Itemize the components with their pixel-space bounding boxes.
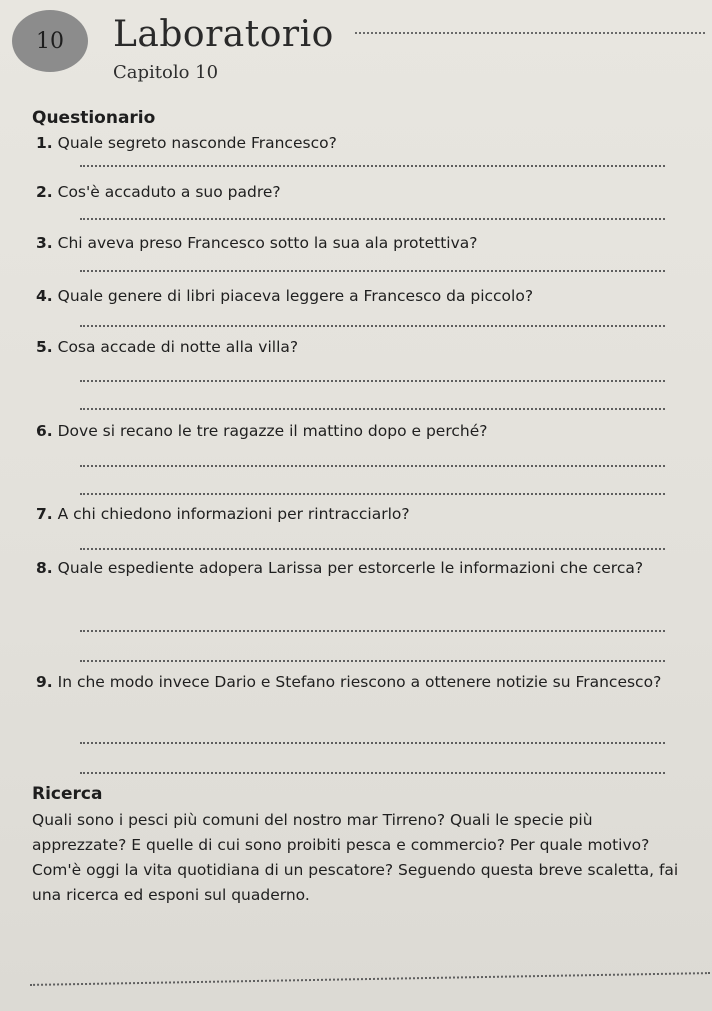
question-number: 6. bbox=[36, 422, 53, 440]
question-text: In che modo invece Dario e Stefano riescono a ottenere notizie su Francesco? bbox=[57, 673, 662, 691]
question-text: Cosa accade di notte alla villa? bbox=[57, 338, 299, 356]
question-text: Chi aveva preso Francesco sotto la sua ala protettiva? bbox=[57, 234, 478, 252]
answer-line[interactable] bbox=[80, 270, 665, 272]
answer-line[interactable] bbox=[80, 218, 665, 220]
question-5 bbox=[36, 333, 676, 361]
answer-line[interactable] bbox=[80, 165, 665, 167]
title-dotted-line bbox=[355, 32, 705, 34]
answer-line[interactable] bbox=[80, 548, 665, 550]
ricerca-prompt: Quali sono i pesci più comuni del nostro mar Tirreno? Quali le specie più apprezzate? E quelle di cui sono proibiti pesca e commercio? Per quale motivo? Com'è oggi la vita quotidiana di un pescatore? Seguendo questa breve scaletta, fai una ricerca ed esponi sul quaderno. bbox=[32, 811, 679, 904]
answer-line[interactable] bbox=[80, 380, 665, 382]
questionario-heading: Questionario bbox=[32, 108, 156, 128]
question-number: 5. bbox=[36, 338, 53, 356]
question-number: 8. bbox=[36, 559, 53, 577]
ricerca-heading: Ricerca bbox=[32, 784, 103, 804]
question-number: 2. bbox=[36, 183, 53, 201]
question-number: 4. bbox=[36, 287, 53, 305]
question-2 bbox=[36, 178, 676, 206]
answer-line[interactable] bbox=[80, 742, 665, 744]
question-text: Cos'è accaduto a suo padre? bbox=[57, 183, 281, 201]
question-number: 1. bbox=[36, 134, 53, 152]
chapter-number-badge bbox=[12, 10, 88, 72]
question-1 bbox=[36, 129, 676, 157]
answer-line[interactable] bbox=[80, 408, 665, 410]
answer-line[interactable] bbox=[80, 630, 665, 632]
question-4 bbox=[36, 282, 676, 310]
question-text: Dove si recano le tre ragazze il mattino dopo e perché? bbox=[57, 422, 488, 440]
chapter-number: 10 bbox=[36, 28, 64, 54]
answer-line[interactable] bbox=[80, 325, 665, 327]
question-number: 3. bbox=[36, 234, 53, 252]
question-7 bbox=[36, 500, 676, 528]
chapter-subtitle: Capitolo 10 bbox=[113, 62, 219, 83]
page-title: Laboratorio bbox=[113, 14, 334, 55]
question-6 bbox=[36, 417, 676, 445]
question-number: 7. bbox=[36, 505, 53, 523]
question-text: A chi chiedono informazioni per rintracciarlo? bbox=[57, 505, 410, 523]
answer-line[interactable] bbox=[80, 660, 665, 662]
question-text: Quale segreto nasconde Francesco? bbox=[57, 134, 337, 152]
question-number: 9. bbox=[36, 673, 53, 691]
answer-line[interactable] bbox=[80, 493, 665, 495]
question-text: Quale genere di libri piaceva leggere a Francesco da piccolo? bbox=[57, 287, 534, 305]
question-text: Quale espediente adopera Larissa per estorcerle le informazioni che cerca? bbox=[57, 559, 644, 577]
answer-line[interactable] bbox=[80, 772, 665, 774]
question-9 bbox=[36, 668, 676, 696]
question-8 bbox=[36, 554, 676, 582]
question-3 bbox=[36, 229, 676, 257]
answer-line[interactable] bbox=[30, 972, 710, 986]
answer-line[interactable] bbox=[80, 465, 665, 467]
